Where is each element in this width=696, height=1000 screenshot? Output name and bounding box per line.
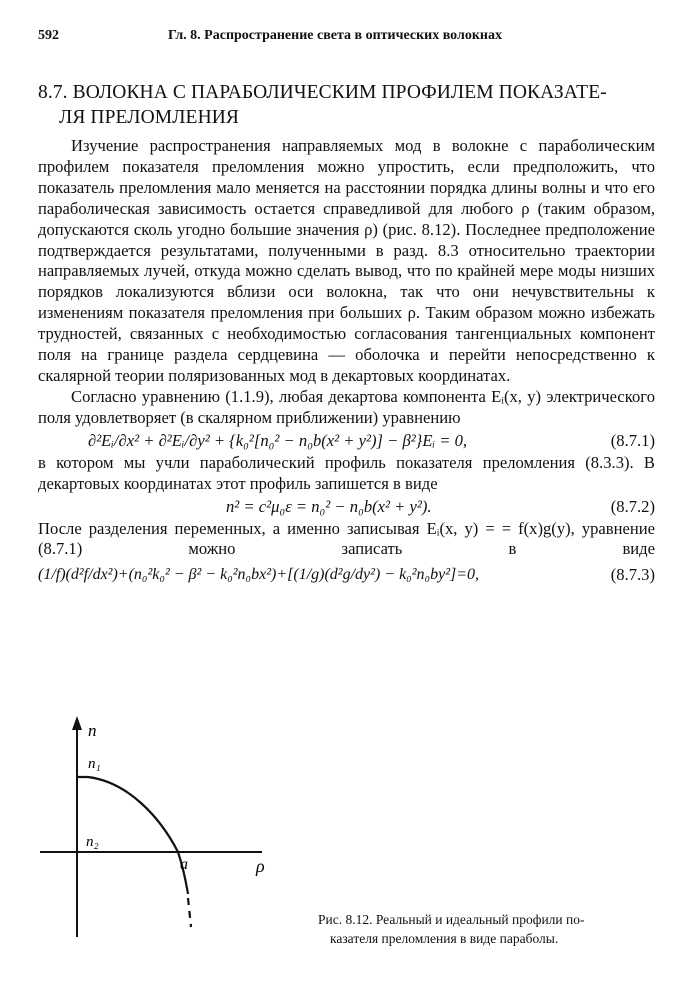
n-axis-label: n: [88, 721, 97, 740]
n-axis-arrow: [72, 716, 82, 730]
ideal-parabola-dashed: [188, 898, 191, 927]
equation-8-7-2: [38, 495, 655, 519]
caption-line2: казателя преломления в виде параболы.: [330, 931, 559, 946]
equation-8-7-3-formula: (1/f)(d²f/dx²)+(n₀²k₀² − β² − k₀²n₀bx²)+[(1/g)(d²g/dy²) − k₀²n₀by²]=0,: [38, 566, 480, 584]
n2-label: n₂: [86, 834, 99, 850]
equation-8-7-1-number: (8.7.1): [610, 430, 655, 450]
n1-label: n₁: [88, 756, 101, 772]
equation-8-7-2-number: (8.7.2): [610, 496, 655, 516]
paragraph-1: Изучение распространения направляемых мод в волокне с параболическим профилем показателя преломления можно упростить, если предположить, что показатель преломления мало меняется на расстоянии порядка длины волны и что его параболическая зависимость остается справедливой для любого ρ (таким образом, допускаются сколь угодно большие значения ρ) (рис. 8.12). Последнее предположение подтверждается результатами, полученными в разд. 8.3 относительно траектории направляемых лучей, откуда можно сделать вывод, что по крайней мере моды низших порядков локализуются вблизи оси волокна, так что они нечувствительны к изменениям показателя преломления при больших ρ. Таким образом можно избежать трудностей, связанных с необходимостью согласования тангенциальных компонент поля на границе раздела сердцевина — оболочка и перейти непосредственно к скалярной теории поляризованных мод в декартовых координатах.: [38, 136, 655, 385]
section-title-line2: ЛЯ ПРЕЛОМЛЕНИЯ: [59, 107, 240, 128]
page-number: 592: [38, 28, 59, 43]
equation-8-7-2-formula: n² = c²μ₀ε = n₀² − n₀b(x² + y²).: [226, 496, 432, 516]
section-heading: [38, 80, 658, 130]
paragraph-4: После разделения переменных, а именно записывая Eᵢ(x, y) = = f(x)g(y), уравнение (8.7.1) можно записать в виде: [38, 518, 655, 559]
equation-8-7-3: [38, 560, 655, 590]
paragraph-3: в котором мы учли параболический профиль показателя преломления (8.3.3). В декартовых координатах этот профиль запишется в виде: [38, 452, 655, 493]
equation-8-7-1: [38, 429, 655, 453]
running-title: Гл. 8. Распространение света в оптических волокнах: [168, 28, 502, 43]
figure-caption: [318, 910, 658, 948]
section-title-line1: 8.7. ВОЛОКНА С ПАРАБОЛИЧЕСКИМ ПРОФИЛЕМ ПОКАЗАТЕ-: [38, 82, 607, 103]
running-header: [38, 28, 654, 50]
paragraph-2: Согласно уравнению (1.1.9), любая декартова компонента Eᵢ(x, y) электрического поля удовлетворяет (в скалярном приближении) уравнению: [38, 386, 655, 427]
caption-line1: Рис. 8.12. Реальный и идеальный профили по-: [318, 912, 585, 927]
equation-8-7-3-number: (8.7.3): [610, 565, 655, 585]
body-text: [38, 136, 655, 590]
rho-axis-label: ρ: [256, 856, 265, 876]
a-label: a: [180, 856, 188, 873]
equation-8-7-1-formula: ∂²Eᵢ/∂x² + ∂²Eᵢ/∂y² + {k₀²[n₀² − n₀b(x² + y²)] − β²}Eᵢ = 0,: [88, 430, 468, 450]
figure-8-12: [30, 712, 310, 942]
